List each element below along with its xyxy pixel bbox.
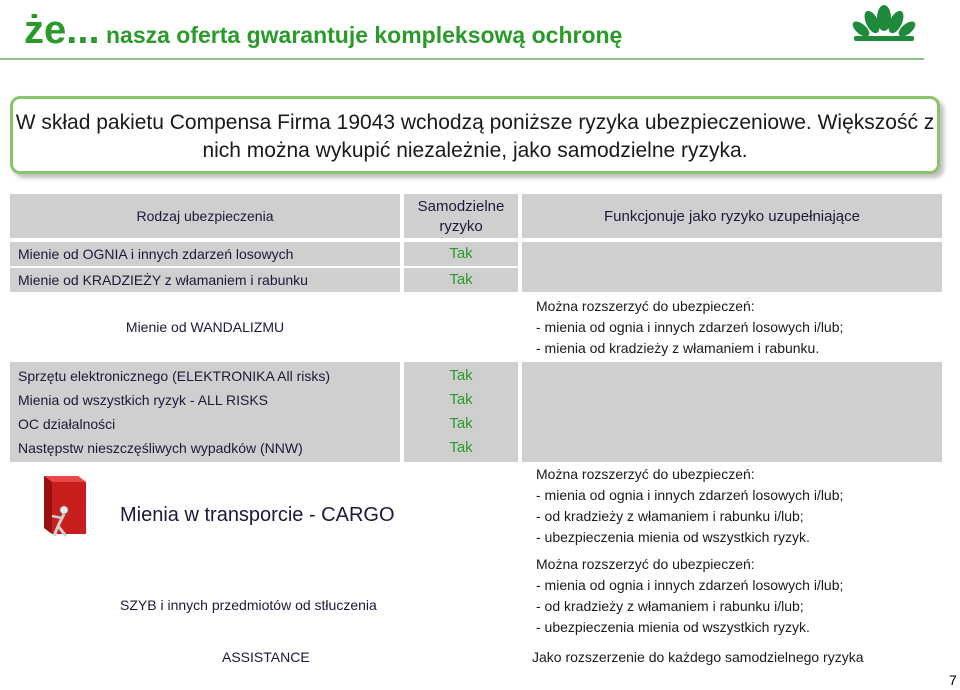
row-kradziez [10, 268, 400, 292]
row-cargo-label: Mienia w transporcie - CARGO [120, 504, 395, 526]
intro-box [10, 96, 940, 174]
row-elektronika-label: Sprzętu elektronicznego (ELEKTRONIKA All risks) [18, 368, 331, 384]
row-szyb [10, 554, 520, 640]
row-ogien [10, 242, 400, 266]
row-wandalizm [10, 294, 400, 360]
row-all-risks-tak: Tak [449, 391, 473, 408]
ext-wandalizm-line-0: Można rozszerzyć do ubezpieczeń: [536, 298, 755, 314]
ext-cargo-line-0: Można rozszerzyć do ubezpieczeń: [536, 466, 755, 482]
ext-szyb-line-0: Można rozszerzyć do ubezpieczeń: [536, 556, 755, 572]
header-col-type-label: Rodzaj ubezpieczenia [136, 208, 274, 224]
row-ogien-tak [404, 242, 518, 266]
green-leaf-logo-icon [848, 4, 920, 44]
rows-standalone-group [10, 362, 400, 462]
header-col-standalone-line2: ryzyko [439, 218, 483, 235]
ext-cargo-line-2: - od kradzieży z włamaniem i rabunku i/lub; [536, 508, 804, 524]
row-all-risks-label: Mienia od wszystkich ryzyk - ALL RISKS [18, 392, 269, 408]
row-kradziez-tak-label: Tak [449, 271, 473, 288]
rows-standalone-tak [404, 362, 518, 462]
page-number: 7 [949, 672, 957, 688]
row-ogien-label: Mienie od OGNIA i innych zdarzeń losowych [18, 246, 294, 262]
red-box-push-figure-icon [36, 472, 96, 540]
ext-wandalizm-line-1: - mienia od ognia i innych zdarzeń losowych i/lub; [536, 319, 844, 335]
row-assistance [10, 644, 520, 670]
header-col-type [10, 194, 400, 238]
row-wandalizm-label: Mienie od WANDALIZMU [125, 319, 285, 335]
row-nnw-label: Następstw nieszczęśliwych wypadków (NNW) [18, 440, 303, 456]
header-col-supplementary [522, 194, 942, 238]
row-assistance-label: ASSISTANCE [222, 649, 310, 665]
intro-line-1: W skład pakietu Compensa Firma 19043 wchodzą poniższe ryzyka ubezpieczeniowe. Większość z [15, 111, 935, 134]
header-col-supplementary-label: Funkcjonuje jako ryzyko uzupełniające [604, 207, 860, 225]
ext-szyb [522, 554, 942, 640]
row-oc-label: OC działalności [18, 416, 116, 432]
ext-empty-middle [522, 362, 942, 462]
row-szyb-label: SZYB i innych przedmiotów od stłuczenia [120, 597, 377, 613]
row-elektronika-tak: Tak [449, 367, 473, 384]
ext-assistance-label: Jako rozszerzenie do każdego samodzielnego ryzyka [532, 649, 864, 665]
ext-wandalizm [522, 294, 942, 360]
row-kradziez-label: Mienie od KRADZIEŻY z włamaniem i rabunku [18, 272, 308, 288]
ext-cargo-line-1: - mienia od ognia i innych zdarzeń losowych i/lub; [536, 487, 844, 503]
row-oc-tak: Tak [449, 415, 473, 432]
slide-title [24, 8, 622, 53]
slide-title-prefix: że... [24, 8, 100, 52]
ext-cargo-line-3: - ubezpieczenia mienia od wszystkich ryzyk. [536, 529, 810, 545]
title-divider [0, 58, 924, 60]
slide-title-rest: nasza oferta gwarantuje kompleksową ochronę [99, 22, 623, 48]
ext-cargo [522, 464, 942, 550]
row-cargo [10, 464, 410, 550]
ext-wandalizm-line-2: - mienia od kradzieży z włamaniem i rabunku. [536, 340, 820, 356]
ext-szyb-line-3: - ubezpieczenia mienia od wszystkich ryzyk. [536, 619, 810, 635]
ext-szyb-line-1: - mienia od ognia i innych zdarzeń losowych i/lub; [536, 577, 844, 593]
header-col-standalone [404, 194, 518, 238]
ext-empty-top [522, 242, 942, 292]
row-kradziez-tak [404, 268, 518, 292]
ext-szyb-line-2: - od kradzieży z włamaniem i rabunku i/lub; [536, 598, 804, 614]
row-ogien-tak-label: Tak [449, 245, 473, 262]
header-col-standalone-line1: Samodzielne [417, 198, 505, 215]
ext-assistance [522, 644, 942, 670]
row-nnw-tak: Tak [449, 439, 473, 456]
intro-line-2: nich można wykupić niezależnie, jako samodzielne ryzyka. [202, 139, 748, 162]
